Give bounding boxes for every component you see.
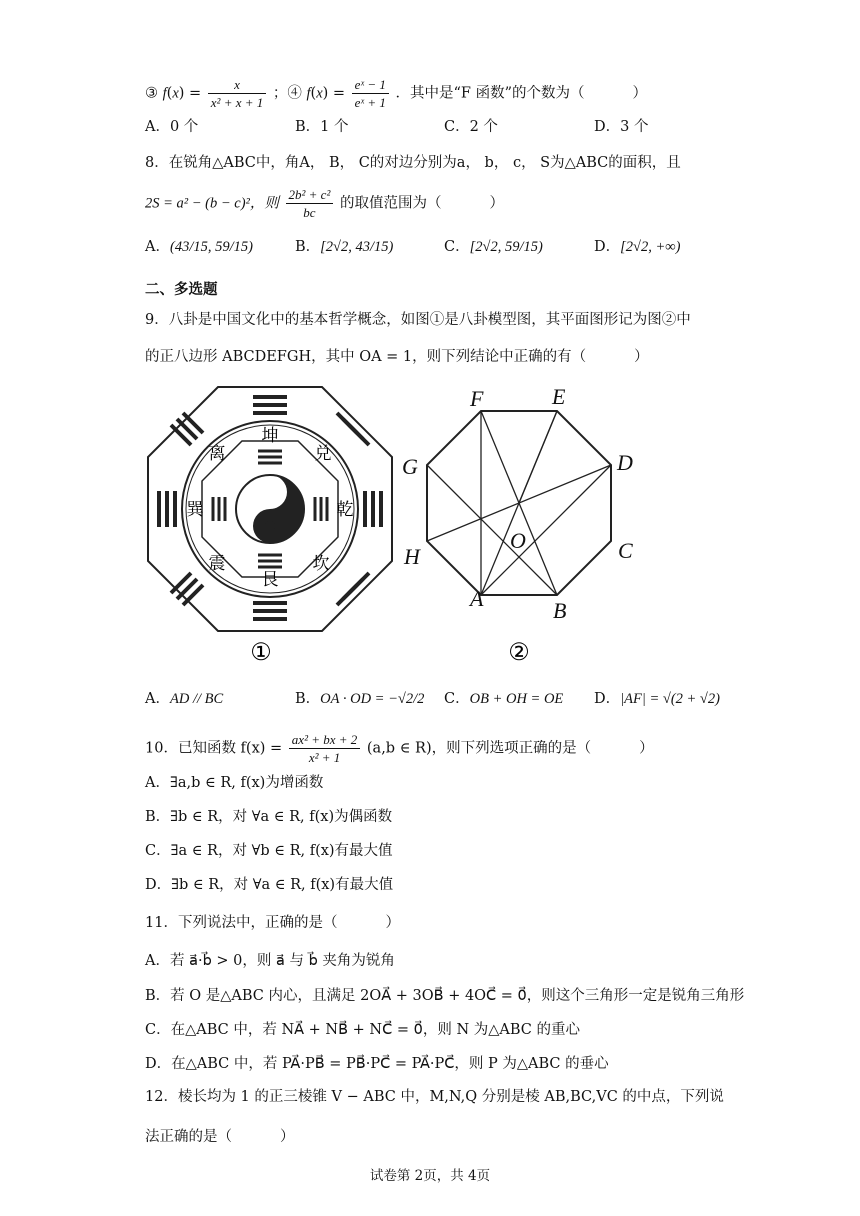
q11-option-a: A．若 a⃗·b⃗ > 0，则 a⃗ 与 b⃗ 夹角为锐角 xyxy=(145,953,395,969)
q10-fraction: $\frac{\text{ax² + bx + 2}}{\text{x² + 1}}$ xyxy=(289,731,360,766)
q10-stem: 10．已知函数 f(x) = $\frac{\text{ax² + bx + 2}}{\text{x² + 1}}$ (a,b ∈ R)，则下列选项正确的是（ ） xyxy=(145,732,654,765)
q8-fraction: $\frac{\text{2b² + c²}}{bc}$ xyxy=(286,186,334,221)
q11-option-c: C．在△ABC 中，若 NA⃗ + NB⃗ + NC⃗ = 0⃗，则 N 为△ABC 的重心 xyxy=(145,1022,580,1038)
q8-option-b: B．[2√2, 43/15) xyxy=(295,239,394,255)
q9-line-1: 9．八卦是中国文化中的基本哲学概念，如图①是八卦模型图，其平面图形记为图②中 xyxy=(145,312,691,328)
vertex-c: C xyxy=(618,538,633,563)
vertex-e: E xyxy=(552,384,566,409)
q11-option-d: D．在△ABC 中，若 PA⃗·PB⃗ = PB⃗·PC⃗ = PA⃗·PC⃗，则 P 为△ABC 的垂心 xyxy=(145,1056,609,1072)
q12-line-1: 12．棱长均为 1 的正三棱锥 V − ABC 中，M,N,Q 分别是棱 AB,BC,VC 的中点，下列说 xyxy=(145,1089,724,1105)
q7-option-a: A．0 个 xyxy=(145,119,199,135)
q9-option-b: B．OA · OD = −√2/2 xyxy=(295,691,425,707)
page-footer: 试卷第 2页，共 4页 xyxy=(369,1168,491,1184)
q9-option-d: D．|AF| = √(2 + √2) xyxy=(594,691,720,707)
q10-option-a: A．∃a,b ∈ R, f(x)为增函数 xyxy=(145,775,324,791)
trigram-zhen: 震 xyxy=(208,554,226,574)
bagua-figure xyxy=(145,383,395,665)
q11-stem: 11．下列说法中，正确的是（ ） xyxy=(145,915,400,931)
f4-fraction: $\frac{\text{eˣ − 1}}{\text{eˣ + 1}}$ xyxy=(352,76,389,111)
q7-question-tail: ．其中是“F 函数”的个数为（ xyxy=(395,85,585,102)
trigram-xun: 巽 xyxy=(186,500,204,520)
vertex-f: F xyxy=(470,386,484,411)
vertex-b: B xyxy=(553,598,567,623)
trigram-li: 离 xyxy=(208,444,226,464)
q7-functions-line: ③ f(x) = $\frac{x}{\text{x² + x + 1}}$ ；④ f(x) = $\frac{\text{eˣ − 1}}{\text{eˣ + 1}}$ ．其中是“F 函数”的个数为（ ） xyxy=(145,77,647,110)
q7-option-c: C．2 个 xyxy=(444,119,498,135)
trigram-kun: 坤 xyxy=(261,426,279,446)
center-o: O xyxy=(510,528,526,553)
trigram-kan: 坎 xyxy=(312,554,330,574)
f3-fraction: $\frac{x}{\text{x² + x + 1}}$ xyxy=(208,76,266,111)
q10-option-b: B．∃b ∈ R，对 ∀a ∈ R, f(x)为偶函数 xyxy=(145,809,393,825)
trigram-qian: 乾 xyxy=(336,500,354,520)
q9-line-2: 的正八边形 ABCDEFGH，其中 OA = 1，则下列结论中正确的有（ ） xyxy=(145,349,649,365)
q8-option-c: C．[2√2, 59/15) xyxy=(444,239,543,255)
octagon-figure xyxy=(398,380,638,670)
q9-option-a: A．AD // BC xyxy=(145,691,224,707)
q9-option-c: C．OB + OH = OE xyxy=(444,691,564,707)
q8-line-1: 8．在锐角△ABC中，角A， B， C的对边分别为a， b， c， S为△ABC的面积，且 xyxy=(145,155,681,171)
q7-option-d: D．3 个 xyxy=(594,119,649,135)
q8-line-2: 2S = a² − (b − c)²，则 $\frac{\text{2b² + c²}}{bc}$ 的取值范围为（ ） xyxy=(145,187,504,220)
item-4-marker: ；④ xyxy=(272,85,302,102)
q8-option-d: D．[2√2, +∞) xyxy=(594,239,681,255)
vertex-d: D xyxy=(617,450,633,475)
q12-line-2: 法正确的是（ ） xyxy=(145,1129,295,1145)
item-3-marker: ③ xyxy=(145,85,158,102)
q7-option-b: B．1 个 xyxy=(295,119,349,135)
q8-option-a: A．(43/15, 59/15) xyxy=(145,239,253,255)
figure-1-caption: ① xyxy=(250,638,272,665)
section-heading-multi-choice: 二、多选题 xyxy=(145,282,218,298)
q11-option-b: B．若 O 是△ABC 内心，且满足 2OA⃗ + 3OB⃗ + 4OC⃗ = 0⃗，则这个三角形一定是锐角三角形 xyxy=(145,988,745,1004)
vertex-g: G xyxy=(402,454,418,479)
q10-option-d: D．∃b ∈ R，对 ∀a ∈ R, f(x)有最大值 xyxy=(145,877,394,893)
trigram-gen: 艮 xyxy=(261,570,279,590)
vertex-a: A xyxy=(470,586,484,611)
q10-option-c: C．∃a ∈ R，对 ∀b ∈ R, f(x)有最大值 xyxy=(145,843,393,859)
vertex-h: H xyxy=(404,544,420,569)
figure-2-caption: ② xyxy=(508,638,530,666)
trigram-dui: 兑 xyxy=(314,444,332,464)
